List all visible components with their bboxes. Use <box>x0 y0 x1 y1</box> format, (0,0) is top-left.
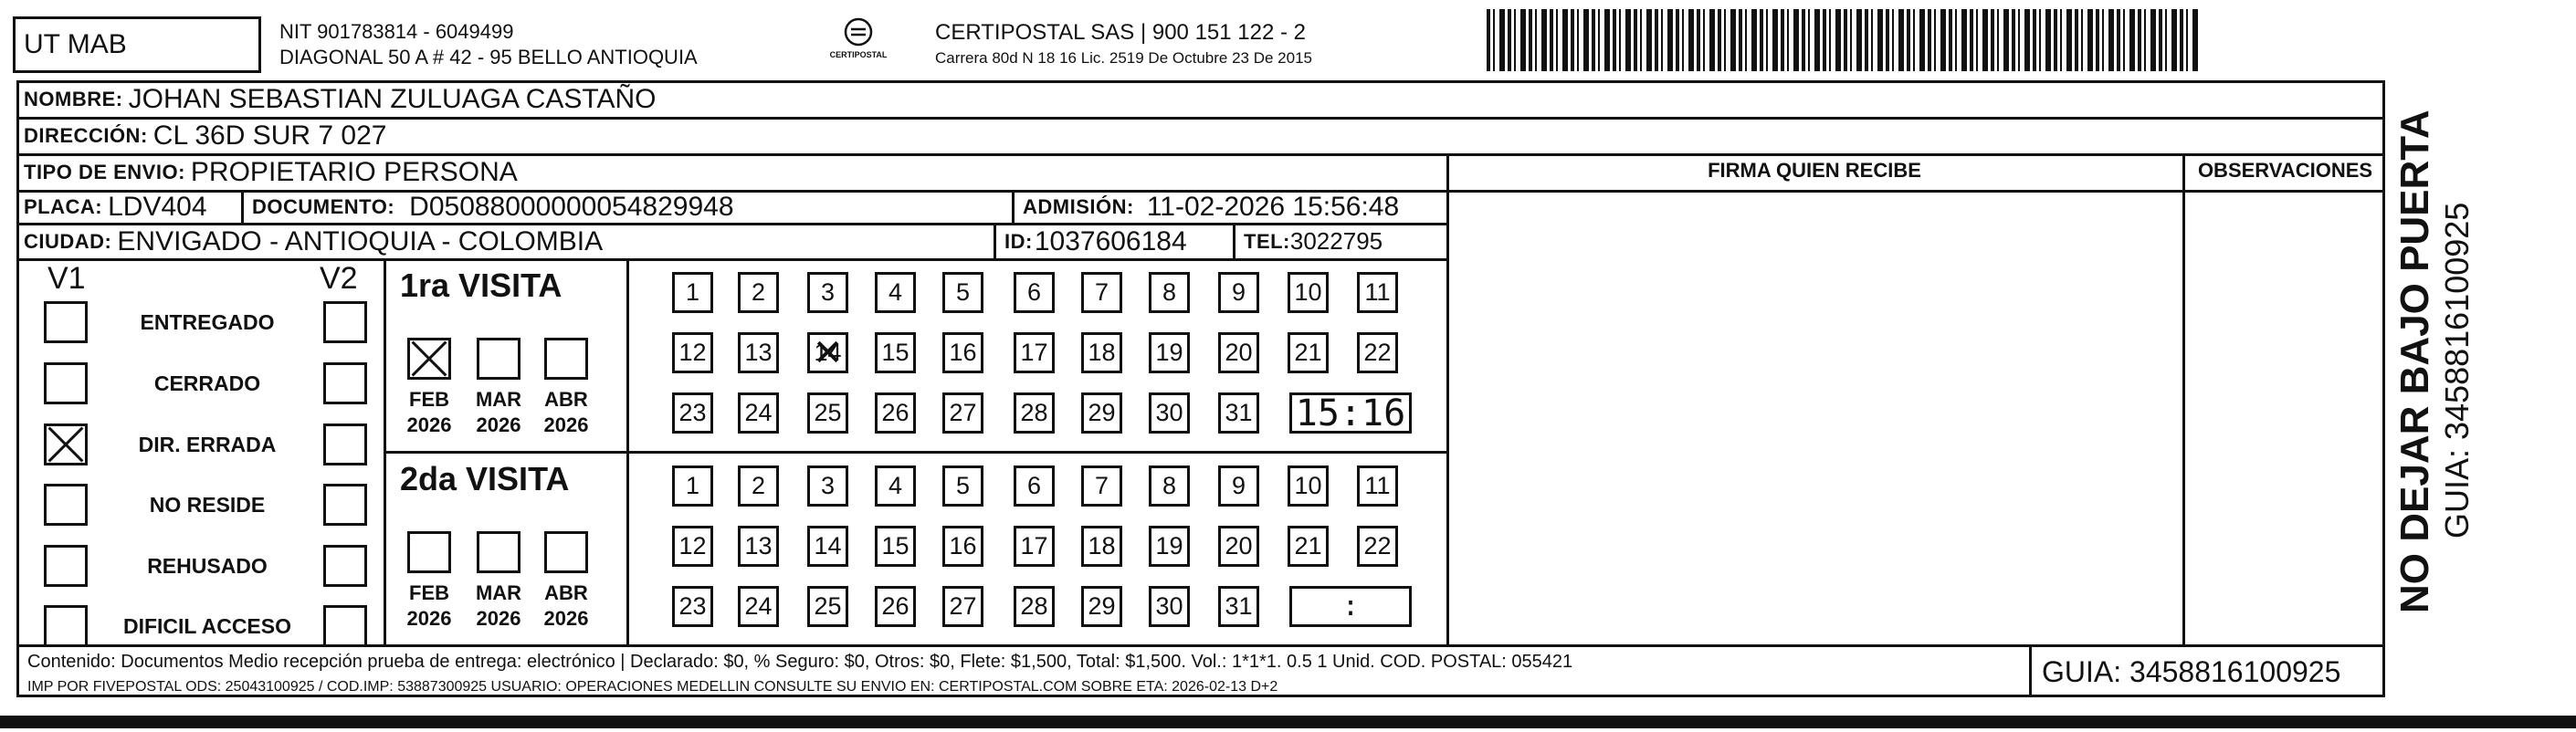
side-warning: NO DEJAR BAJO PUERTA <box>2392 110 2437 613</box>
month-checkbox[interactable] <box>407 531 451 573</box>
left-panel-divider <box>1446 153 1449 646</box>
day-box[interactable]: 7 <box>1081 465 1122 507</box>
status-label: CERRADO <box>153 371 261 395</box>
day-box[interactable]: 31 <box>1218 586 1259 627</box>
id-cell <box>997 225 1187 258</box>
day-box[interactable]: 23 <box>672 586 713 627</box>
day-box[interactable]: 11 <box>1357 272 1398 313</box>
day-box[interactable]: 29 <box>1081 586 1122 627</box>
firma-header: FIRMA QUIEN RECIBE <box>1708 159 1921 182</box>
status-label: NO RESIDE <box>149 493 266 517</box>
day-box[interactable]: 3 <box>807 465 848 507</box>
day-box[interactable]: 24 <box>738 392 779 434</box>
v2-checkbox[interactable] <box>323 545 367 587</box>
observaciones-area[interactable] <box>2186 193 2383 643</box>
day-box[interactable]: 31 <box>1218 392 1259 434</box>
v1-checkbox[interactable] <box>44 484 88 526</box>
visit-divider <box>384 451 1446 454</box>
month-checkbox[interactable] <box>407 338 451 380</box>
nombre-value: JOHAN SEBASTIAN ZULUAGA CASTAÑO <box>128 84 657 114</box>
placa-divider <box>241 190 244 225</box>
footer-guia-divider <box>2029 644 2032 697</box>
day-box[interactable]: 13 <box>738 526 779 567</box>
month-name: ABR <box>544 581 588 604</box>
ciudad-cell <box>16 225 603 258</box>
month-label <box>542 387 590 438</box>
day-box[interactable]: 12 <box>672 332 713 373</box>
day-box[interactable]: 16 <box>942 332 983 373</box>
day-box[interactable]: 13 <box>738 332 779 373</box>
direccion-value: CL 36D SUR 7 027 <box>152 120 387 151</box>
documento-value: D05088000000054829948 <box>409 192 734 222</box>
ciudad-value: ENVIGADO - ANTIOQUIA - COLOMBIA <box>117 225 604 256</box>
tipo-value: PROPIETARIO PERSONA <box>190 157 518 187</box>
v2-checkbox[interactable] <box>323 301 367 343</box>
day-box[interactable]: 14 ✕ <box>807 332 848 373</box>
day-box[interactable]: 6 <box>1014 272 1055 313</box>
day-box[interactable]: 15 <box>875 332 916 373</box>
carrier-name: CERTIPOSTAL SAS | 900 151 122 - 2 <box>935 20 1306 45</box>
month-checkbox[interactable] <box>544 531 588 573</box>
month-checkbox[interactable] <box>477 338 520 380</box>
observaciones-header: OBSERVACIONES <box>2197 159 2373 182</box>
month-year: 2026 <box>406 413 452 436</box>
day-box[interactable]: 20 <box>1218 526 1259 567</box>
status-label: ENTREGADO <box>140 310 275 334</box>
day-box[interactable]: 25 <box>807 392 848 434</box>
day-box[interactable]: 28 <box>1014 392 1055 434</box>
v1-checkbox[interactable] <box>44 424 88 465</box>
logo-text: CERTIPOSTAL <box>829 50 888 59</box>
day-box[interactable]: 6 <box>1014 465 1055 507</box>
month-label <box>475 580 522 632</box>
id-divider <box>994 223 996 259</box>
month-label <box>475 387 522 438</box>
day-box[interactable]: 8 <box>1149 272 1190 313</box>
v2-header: V2 <box>320 261 358 296</box>
footer-imp: IMP POR FIVEPOSTAL ODS: 25043100925 / COD.IMP: 53887300925 USUARIO: OPERACIONES MEDELLIN CONSULTE SU ENVIO EN: CERTIPOSTAL.COM SOBRE ETA: 2026-02-13 D+2 <box>27 679 1278 695</box>
visit-title: 2da VISITA <box>400 460 570 497</box>
documento-label: DOCUMENTO: <box>252 195 395 218</box>
day-box[interactable]: 24 <box>738 586 779 627</box>
month-year: 2026 <box>543 413 589 436</box>
month-name: MAR <box>475 388 522 411</box>
month-checkbox[interactable] <box>477 531 520 573</box>
day-box[interactable]: 2 <box>738 272 779 313</box>
day-box[interactable]: 23 <box>672 392 713 434</box>
row-line-6 <box>1446 190 2385 193</box>
day-box[interactable]: 26 <box>875 392 916 434</box>
day-box[interactable]: 5 <box>942 272 983 313</box>
nombre-row <box>16 81 657 118</box>
v2-checkbox[interactable] <box>323 362 367 404</box>
day-box[interactable]: 21 <box>1288 332 1329 373</box>
placa-cell <box>16 191 207 224</box>
months-divider <box>626 259 629 646</box>
admision-label: ADMISIÓN: <box>1023 195 1134 218</box>
tel-label: TEL: <box>1244 229 1290 253</box>
status-label: DIFICIL ACCESO <box>122 614 291 638</box>
visit-time[interactable]: 15:16 <box>1289 392 1412 434</box>
month-name: FEB <box>409 388 449 411</box>
documento-cell <box>245 191 734 224</box>
day-box[interactable]: 11 <box>1357 465 1398 507</box>
v2-checkbox[interactable] <box>323 605 367 647</box>
placa-value: LDV404 <box>108 192 207 222</box>
footer-contenido: Contenido: Documentos Medio recepción prueba de entrega: electrónico | Declarado: $0, % Seguro: $0, Otros: $0, Flete: $1,500, Total: $1,500. Vol.: 1*1*1. 0.5 1 Unid. COD. POSTAL: 055421 <box>27 652 1573 672</box>
day-box[interactable]: 27 <box>942 586 983 627</box>
day-box[interactable]: 17 <box>1014 332 1055 373</box>
ciudad-label: CIUDAD: <box>24 229 112 253</box>
visit-title: 1ra VISITA <box>400 267 563 304</box>
day-box[interactable]: 30 <box>1149 586 1190 627</box>
month-label <box>405 387 453 438</box>
month-year: 2026 <box>543 607 589 630</box>
day-box[interactable]: 8 <box>1149 465 1190 507</box>
month-year: 2026 <box>406 607 452 630</box>
month-year: 2026 <box>476 413 521 436</box>
month-label <box>405 580 453 632</box>
day-box[interactable]: 2 <box>738 465 779 507</box>
day-box[interactable]: 1 <box>672 272 713 313</box>
tel-divider <box>1233 223 1235 259</box>
tel-cell <box>1236 225 1383 258</box>
day-box[interactable]: 30 <box>1149 392 1190 434</box>
month-name: MAR <box>475 581 522 604</box>
day-box[interactable]: 18 <box>1081 332 1122 373</box>
tipo-label: TIPO DE ENVIO: <box>24 161 185 183</box>
day-box[interactable]: 21 <box>1288 526 1329 567</box>
admision-value: 11-02-2026 15:56:48 <box>1146 192 1400 222</box>
company-nit: NIT 901783814 - 6049499 <box>279 20 514 43</box>
day-box[interactable]: 27 <box>942 392 983 434</box>
month-year: 2026 <box>476 607 521 630</box>
month-name: ABR <box>544 388 588 411</box>
tel-value: 3022795 <box>1289 227 1383 255</box>
day-box[interactable]: 9 <box>1218 465 1259 507</box>
v2-checkbox[interactable] <box>323 424 367 465</box>
day-box[interactable]: 18 <box>1081 526 1122 567</box>
admision-divider <box>1012 190 1015 225</box>
day-box[interactable]: 20 <box>1218 332 1259 373</box>
id-label: ID: <box>1004 229 1033 253</box>
month-label <box>542 580 590 632</box>
day-box[interactable]: 22 <box>1357 332 1398 373</box>
day-box[interactable]: 29 <box>1081 392 1122 434</box>
id-value: 1037606184 <box>1034 225 1187 256</box>
bottom-rule <box>0 716 2576 728</box>
day-box[interactable]: 4 <box>875 465 916 507</box>
day-box[interactable]: 10 <box>1288 272 1329 313</box>
direccion-label: DIRECCIÓN: <box>24 124 148 147</box>
visit-time[interactable]: : <box>1289 586 1412 627</box>
company-name: UT MAB <box>24 29 127 59</box>
day-box[interactable]: 9 <box>1218 272 1259 313</box>
day-box[interactable]: 22 <box>1357 526 1398 567</box>
day-box[interactable]: 26 <box>875 586 916 627</box>
status-label: REHUSADO <box>147 554 268 578</box>
carrier-address: Carrera 80d N 18 16 Lic. 2519 De Octubre 23 De 2015 <box>935 49 1312 67</box>
month-name: FEB <box>409 581 449 604</box>
day-box[interactable]: 14 <box>807 526 848 567</box>
company-address: DIAGONAL 50 A # 42 - 95 BELLO ANTIOQUIA <box>279 46 698 68</box>
barcode <box>1487 9 2201 71</box>
day-box[interactable]: 15 <box>875 526 916 567</box>
direccion-row <box>16 118 386 154</box>
day-box[interactable]: 7 <box>1081 272 1122 313</box>
day-box[interactable]: 17 <box>1014 526 1055 567</box>
firma-area[interactable] <box>1450 193 2181 643</box>
placa-label: PLACA: <box>24 195 103 218</box>
day-box[interactable]: 19 <box>1149 526 1190 567</box>
day-box[interactable]: 5 <box>942 465 983 507</box>
day-box[interactable]: 10 <box>1288 465 1329 507</box>
nombre-label: NOMBRE: <box>24 88 123 110</box>
admision-cell <box>1015 191 1399 224</box>
day-box[interactable]: 16 <box>942 526 983 567</box>
side-guia: GUIA: 3458816100925 <box>2438 202 2476 539</box>
certipostal-logo <box>822 16 895 68</box>
day-box[interactable]: 25 <box>807 586 848 627</box>
v1-checkbox[interactable] <box>44 605 88 647</box>
v1-header: V1 <box>47 261 86 296</box>
day-box[interactable]: 28 <box>1014 586 1055 627</box>
v2-checkbox[interactable] <box>323 484 367 526</box>
day-box[interactable]: 12 <box>672 526 713 567</box>
v1-checkbox[interactable] <box>44 545 88 587</box>
month-checkbox[interactable] <box>544 338 588 380</box>
day-box[interactable]: 1 <box>672 465 713 507</box>
day-box[interactable]: 19 <box>1149 332 1190 373</box>
tipo-row <box>16 154 518 191</box>
obs-divider <box>2182 153 2185 646</box>
v1-checkbox[interactable] <box>44 301 88 343</box>
v1-checkbox[interactable] <box>44 362 88 404</box>
day-box[interactable]: 4 <box>875 272 916 313</box>
day-box[interactable]: 3 <box>807 272 848 313</box>
footer-guia: GUIA: 3458816100925 <box>2042 655 2341 688</box>
status-label: DIR. ERRADA <box>138 433 277 456</box>
logo-icon <box>838 16 878 47</box>
